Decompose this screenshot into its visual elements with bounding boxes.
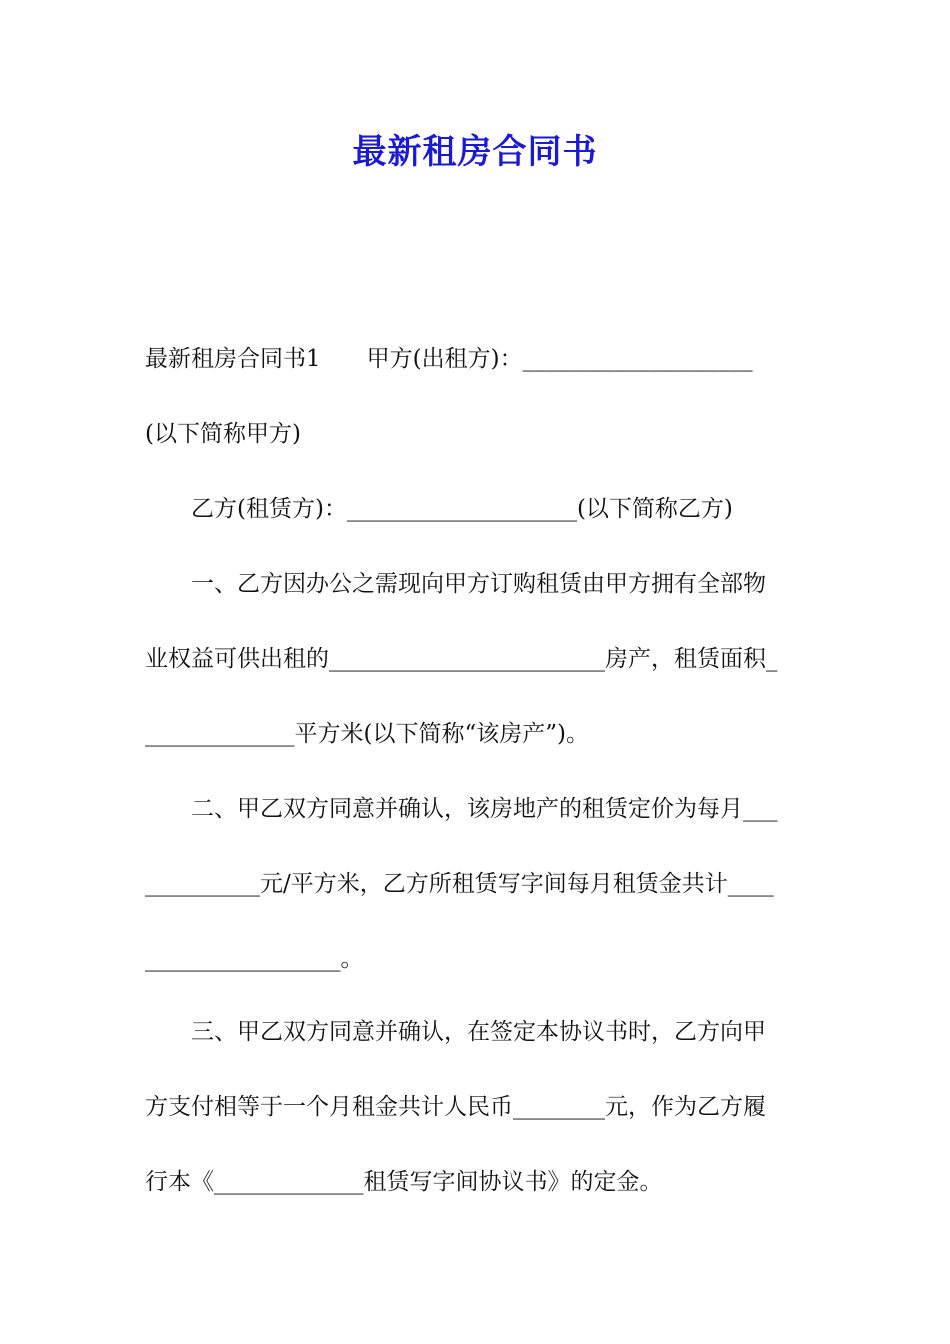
contract-clause-1-line-1: 一、乙方因办公之需现向甲方订购租赁由甲方拥有全部物 (145, 571, 766, 597)
contract-clause-2-line-1: 二、甲乙双方同意并确认，该房地产的租赁定价为每月___ (145, 796, 778, 822)
document-title: 最新租房合同书 (352, 132, 598, 172)
contract-clause-2-line-2: __________元/平方米，乙方所租赁写字间每月租赁金共计____ (145, 871, 774, 897)
contract-clause-2-line-3: _________________。 (145, 946, 364, 972)
contract-clause-3-line-1: 三、甲乙双方同意并确认，在签定本协议书时，乙方向甲 (145, 1019, 766, 1045)
contract-clause-1-line-2: 业权益可供出租的________________________房产，租赁面积_ (145, 646, 778, 672)
contract-line-party-a-abbrev: (以下简称甲方) (145, 421, 301, 447)
contract-line-party-b: 乙方(租赁方)：____________________(以下简称乙方) (145, 496, 733, 522)
contract-line-party-a: 最新租房合同书1 甲方(出租方)：____________________ (145, 346, 753, 372)
contract-clause-3-line-3: 行本《_____________租赁写字间协议书》的定金。 (145, 1169, 663, 1195)
contract-clause-3-line-2: 方支付相等于一个月租金共计人民币________元，作为乙方履 (145, 1094, 766, 1120)
contract-clause-1-line-3: _____________平方米(以下简称“该房产”)。 (145, 721, 589, 747)
